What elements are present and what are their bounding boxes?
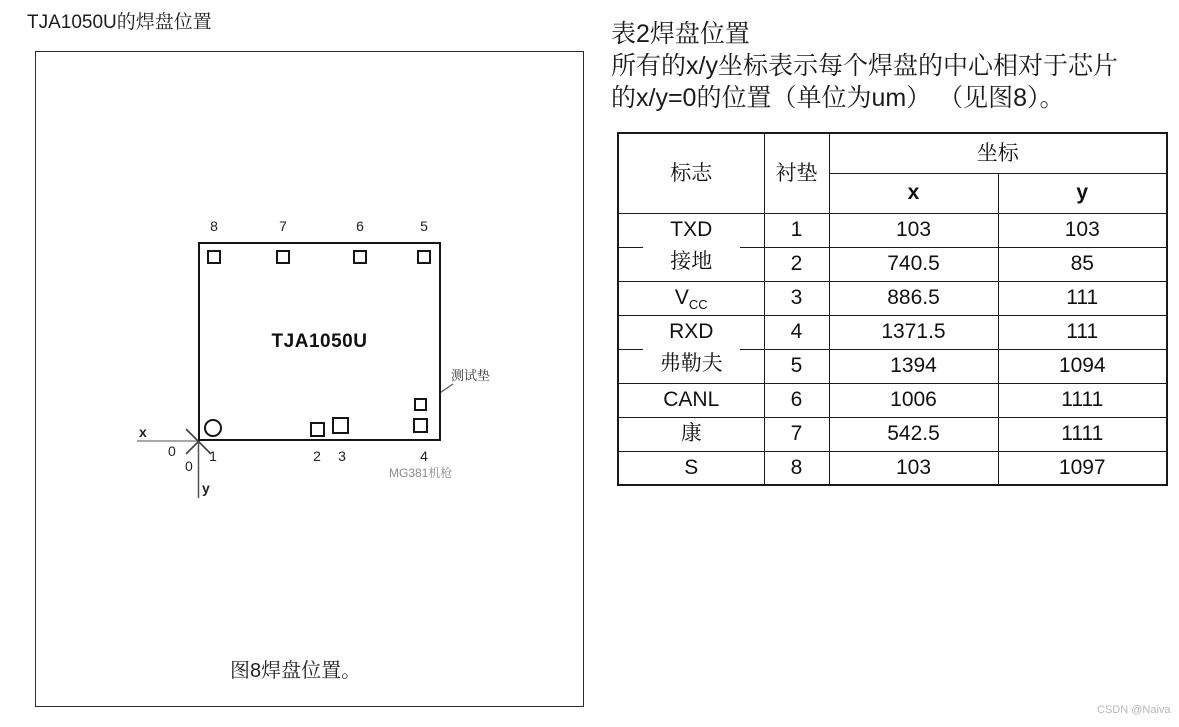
y-axis-label: y — [202, 480, 210, 496]
sign-text: S — [684, 456, 699, 480]
pad-2 — [310, 422, 325, 437]
sign-text: 康 — [680, 422, 702, 446]
cell-pad: 7 — [764, 417, 829, 451]
cell-pad: 1 — [764, 213, 829, 247]
table-title: 表2焊盘位置 — [611, 20, 750, 48]
cell-y: 1094 — [998, 349, 1167, 383]
cell-y: 103 — [998, 213, 1167, 247]
pad-4 — [413, 418, 428, 433]
cell-pad: 5 — [764, 349, 829, 383]
chip-label: TJA1050U — [271, 330, 368, 352]
cell-x: 1006 — [829, 383, 998, 417]
cell-sign — [618, 349, 764, 383]
pad-table-body — [618, 213, 1167, 485]
pad-4-number: 4 — [420, 448, 428, 464]
cell-pad: 4 — [764, 315, 829, 349]
test-pad — [414, 398, 427, 411]
table-row — [618, 247, 1167, 281]
sign-subscript: CC — [688, 297, 708, 313]
column-header-coordinates: 坐标 — [829, 133, 1167, 173]
pad-8 — [207, 250, 221, 264]
cell-x: 103 — [829, 451, 998, 485]
cell-sign — [618, 383, 764, 417]
cell-y: 1111 — [998, 417, 1167, 451]
cell-sign — [618, 247, 764, 281]
chip-outline — [198, 242, 441, 441]
test-pad-label: 测试垫 — [451, 368, 491, 383]
cell-x: 886.5 — [829, 281, 998, 315]
table-row — [618, 451, 1167, 485]
table-row — [618, 417, 1167, 451]
x-axis-label: x — [139, 424, 147, 440]
x-zero-label: 0 — [168, 443, 176, 459]
pad-6 — [353, 250, 367, 264]
cell-x: 1371.5 — [829, 315, 998, 349]
cell-y: 111 — [998, 315, 1167, 349]
sign-text: RXD — [669, 320, 714, 344]
pad-1-number: 1 — [209, 448, 217, 464]
pad-7-number: 7 — [279, 218, 287, 234]
cell-sign — [618, 451, 764, 485]
cell-pad: 3 — [764, 281, 829, 315]
pad-2-number: 2 — [313, 448, 321, 464]
cell-sign — [618, 281, 764, 315]
column-header-pad: 衬垫 — [764, 133, 829, 213]
pad-1-round — [204, 419, 222, 437]
figure-box — [35, 51, 584, 707]
figure-title: TJA1050U的焊盘位置 — [27, 12, 212, 33]
figure-caption: 图8焊盘位置。 — [230, 660, 362, 682]
sign-text: 弗勒夫 — [652, 352, 731, 375]
table-description-line2: 的x/y=0的位置（单位为um） （见图8）。 — [611, 84, 1065, 112]
cell-y: 111 — [998, 281, 1167, 315]
table-row — [618, 383, 1167, 417]
sign-text: TXD — [670, 218, 713, 242]
pad-8-number: 8 — [210, 218, 218, 234]
watermark: CSDN @Naiva — [1097, 704, 1171, 716]
cell-y: 85 — [998, 247, 1167, 281]
sign-text: CANL — [663, 388, 720, 412]
cell-y: 1097 — [998, 451, 1167, 485]
table-row — [618, 281, 1167, 315]
y-zero-label: 0 — [185, 458, 193, 474]
table-row — [618, 349, 1167, 383]
table-description-line1: 所有的x/y坐标表示每个焊盘的中心相对于芯片 — [611, 52, 1118, 80]
pad-3-number: 3 — [338, 448, 346, 464]
cell-y: 1111 — [998, 383, 1167, 417]
pad-5 — [417, 250, 431, 264]
cell-x: 740.5 — [829, 247, 998, 281]
pad-5-number: 5 — [420, 218, 428, 234]
cell-pad: 2 — [764, 247, 829, 281]
pad-7 — [276, 250, 290, 264]
cell-sign — [618, 417, 764, 451]
column-header-x: x — [829, 173, 998, 213]
column-header-y: y — [998, 173, 1167, 213]
cell-pad: 6 — [764, 383, 829, 417]
figure-note: MG381机枪 — [389, 466, 453, 480]
sign-text: 接地 — [662, 250, 720, 273]
cell-x: 1394 — [829, 349, 998, 383]
sign-text: $V_{CC}$ — [674, 286, 708, 313]
cell-pad: 8 — [764, 451, 829, 485]
cell-x: 542.5 — [829, 417, 998, 451]
pad-6-number: 6 — [356, 218, 364, 234]
pad-position-table — [617, 132, 1168, 486]
pad-3 — [332, 417, 349, 434]
cell-x: 103 — [829, 213, 998, 247]
column-header-sign: 标志 — [618, 133, 764, 213]
